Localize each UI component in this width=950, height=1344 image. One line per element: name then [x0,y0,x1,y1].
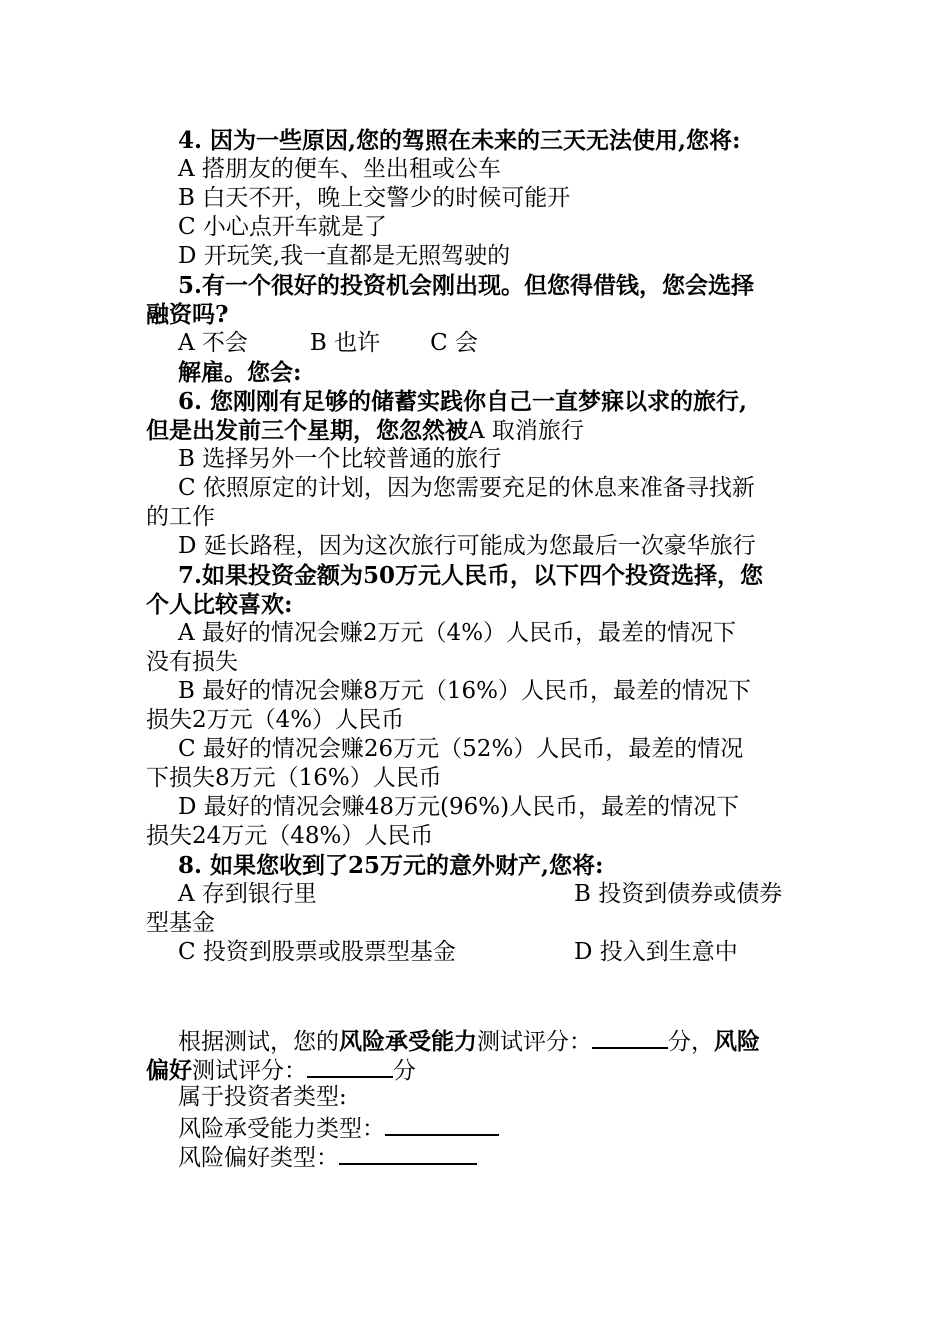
result-text-3: 测试评分： [192,1058,307,1084]
q7-option-c-line1: C 最好的情况会赚26万元（52%）人民币，最差的情况 [178,736,744,762]
question-4: 4. 因为一些原因,您的驾照在未来的三天无法使用,您将: [178,127,741,154]
preference-type-blank[interactable] [339,1141,477,1165]
q4-option-d: D 开玩笑,我一直都是无照驾驶的 [178,243,511,269]
q5-option-c: C 会 [430,330,479,356]
q8-option-d: D 投入到生意中 [574,939,738,965]
q7-option-b-line1: B 最好的情况会赚8万元（16%）人民币，最差的情况下 [178,678,751,704]
q5-option-b: B 也许 [309,330,381,356]
q7-option-c-line2: 下损失8万元（16%）人民币 [146,765,442,791]
result-unit-2: 分 [393,1058,416,1084]
q8-option-b-line1: B 投资到债券或债券 [574,881,783,907]
q6-option-a: A 取消旅行 [468,418,584,444]
result-score-line1 [146,1025,816,1054]
question-7-line2: 个人比较喜欢: [146,591,293,618]
q8-option-c: C 投资到股票或股票型基金 [178,939,456,965]
result-score-line2 [146,1054,816,1083]
question-6-line1: 6. 您刚刚有足够的储蓄实践你自己一直梦寐以求的旅行, [178,388,748,415]
q6-option-d: D 延长路程，因为这次旅行可能成为您最后一次豪华旅行 [178,533,756,559]
capacity-type-blank[interactable] [385,1112,499,1136]
q7-option-d-line2: 损失24万元（48%）人民币 [146,823,434,849]
preference-score-blank[interactable] [307,1054,393,1078]
q4-option-c: C 小心点开车就是了 [178,214,387,240]
q6-option-c-line1: C 依照原定的计划，因为您需要充足的休息来准备寻找新 [178,475,755,501]
question-8: 8. 如果您收到了25万元的意外财产,您将: [178,852,604,879]
q5-options [146,329,816,358]
capacity-score-blank[interactable] [592,1025,668,1049]
q5-option-a: A 不会 [178,330,248,356]
result-text-1: 根据测试，您的 [178,1029,339,1055]
question-5-line1: 5.有一个很好的投资机会刚出现。但您得借钱，您会选择 [178,272,755,299]
questionnaire-page [146,126,816,1170]
q7-option-a-line2: 没有损失 [146,649,238,675]
preference-label: 偏好 [146,1057,192,1084]
q8-option-a: A 存到银行里 [178,881,317,907]
q8-options-row2 [146,938,816,967]
preference-type-label: 风险偏好类型： [178,1145,339,1171]
question-6-line2 [146,416,816,445]
spacer [146,967,816,1025]
q4-option-a: A 搭朋友的便车、坐出租或公车 [178,156,501,182]
result-unit-1: 分， [668,1029,714,1055]
preference-type-line [146,1141,816,1170]
risk-capacity-label: 风险承受能力 [339,1028,477,1055]
q7-option-a-line1: A 最好的情况会赚2万元（4%）人民币，最差的情况下 [178,620,737,646]
q6-option-c-line2: 的工作 [146,504,215,530]
question-6-line2-text: 但是出发前三个星期，您忽然被 [146,417,468,444]
capacity-type-line [146,1112,816,1141]
capacity-type-label: 风险承受能力类型： [178,1116,385,1142]
q7-option-d-line1: D 最好的情况会赚48万元(96%)人民币，最差的情况下 [178,794,740,820]
question-5-line2: 融资吗? [146,301,229,328]
investor-type-label: 属于投资者类型: [178,1084,347,1110]
q7-option-b-line2: 损失2万元（4%）人民币 [146,707,405,733]
q8-options-row1 [146,880,816,909]
risk-label: 风险 [714,1028,760,1055]
result-text-2: 测试评分： [477,1029,592,1055]
q8-option-b-line2: 型基金 [146,910,215,936]
question-7-line1: 7.如果投资金额为50万元人民币，以下四个投资选择，您 [178,562,764,589]
q4-option-b: B 白天不开，晚上交警少的时候可能开 [178,185,571,211]
q6-option-b: B 选择另外一个比较普通的旅行 [178,446,502,472]
q5-extra: 解雇。您会: [178,359,302,386]
